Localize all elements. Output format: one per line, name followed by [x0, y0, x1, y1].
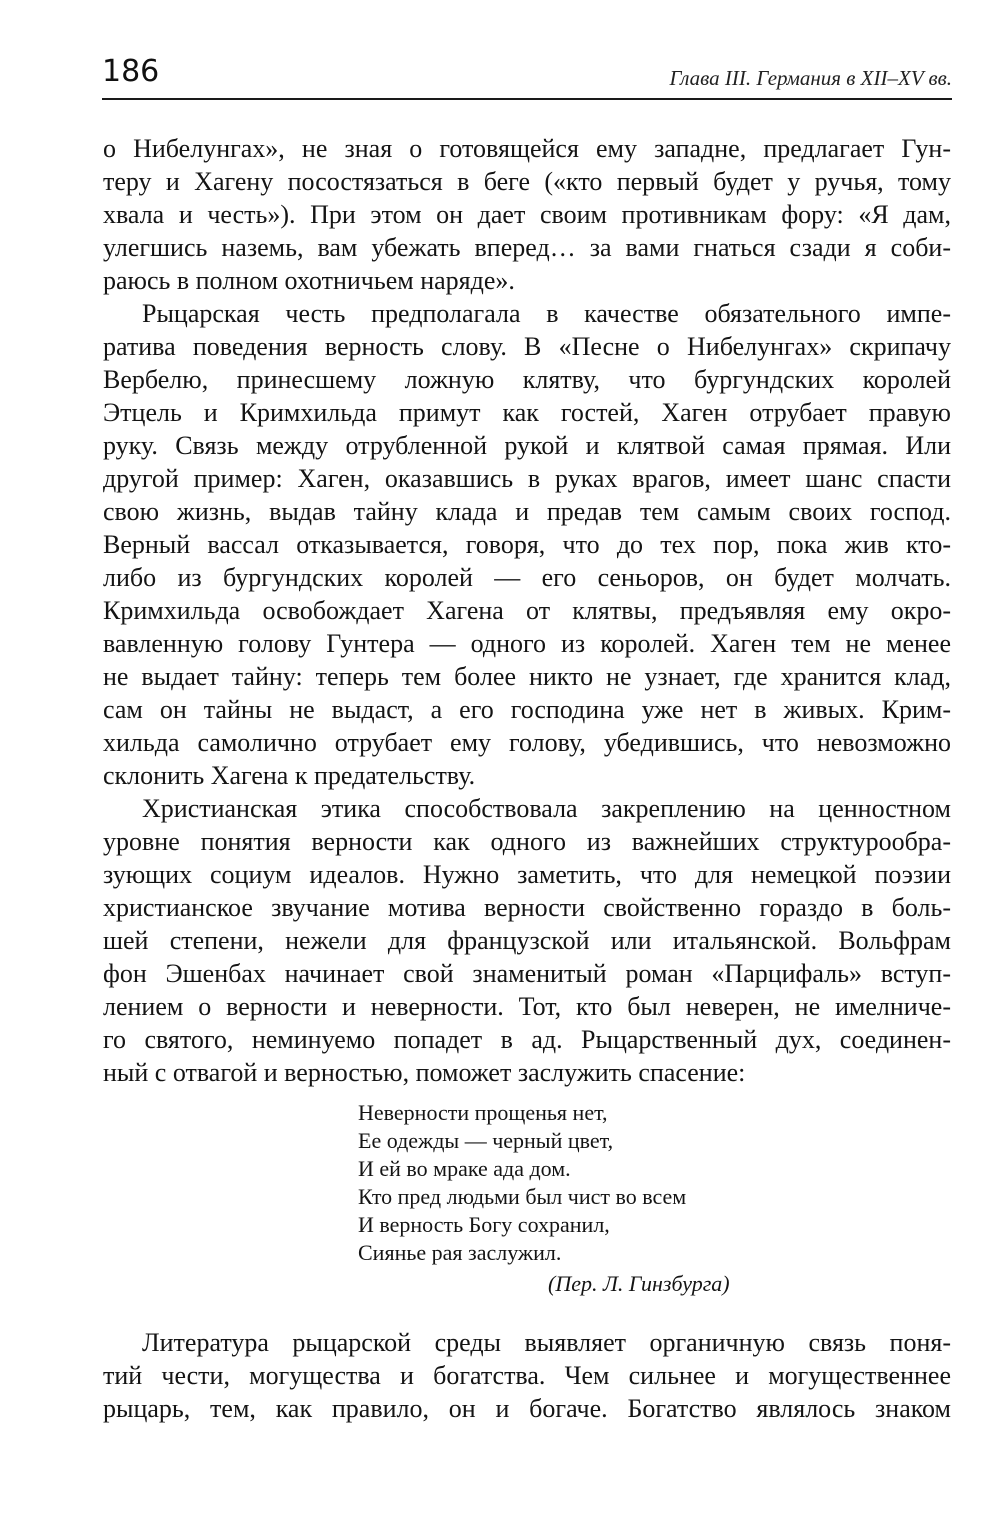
translator-credit: (Пер. Л. Гинзбурга) [548, 1271, 730, 1296]
text-line: раюсь в полном охотничьем наряде». [103, 266, 515, 295]
text-line: о Нибелунгах», не зная о готовящейся ему западне, предлагает Гун- [103, 134, 951, 163]
text-line: зующих социум идеалов. Нужно заметить, что для немецкой поэзии [103, 860, 951, 889]
text-line: Литература рыцарской среды выявляет органичную связь поня- [142, 1328, 951, 1357]
verse-line: Неверности прощенья нет, [358, 1100, 608, 1125]
text-line: Христианская этика способствовала закреплению на ценностном [142, 794, 951, 823]
text-line: склонить Хагена к предательству. [103, 761, 476, 790]
page-header [102, 52, 952, 100]
verse-line: И верность Богу сохранил, [358, 1212, 610, 1237]
verse-line: И ей во мраке ада дом. [358, 1156, 571, 1181]
text-line: Верный вассал отказывается, говоря, что до тех пор, пока жив кто- [103, 530, 951, 559]
text-line: сам он тайны не выдаст, а его господина уже нет в живых. Крим- [103, 695, 951, 724]
verse-line: Сиянье рая заслужил. [358, 1240, 562, 1265]
text-line: фон Эшенбах начинает свой знаменитый роман «Парцифаль» вступ- [103, 959, 951, 988]
text-line: другой пример: Хаген, оказавшись в руках врагов, имеет шанс спасти [103, 464, 951, 493]
text-line: Вербелю, принесшему ложную клятву, что бургундских королей [103, 365, 951, 394]
text-line: ный с отвагой и верностью, поможет заслужить спасение: [103, 1058, 746, 1087]
text-line: хильда самолично отрубает ему голову, убедившись, что невозможно [103, 728, 951, 757]
text-line: лением о верности и неверности. Тот, кто был неверен, не имелниче- [103, 992, 951, 1021]
text-line: христианское звучание мотива верности свойственно гораздо в боль- [103, 893, 951, 922]
verse-line: Ее одежды — черный цвет, [358, 1128, 614, 1153]
verse-line: Кто пред людьми был чист во всем [358, 1184, 687, 1209]
text-line: улегшись наземь, вам убежать вперед… за вами гнаться сзади я соби- [103, 233, 951, 262]
text-line: уровне понятия верности как одного из важнейших структурообра- [103, 827, 951, 856]
text-line: либо из бургундских королей — его сеньоров, он будет молчать. [103, 563, 951, 592]
text-line: го святого, неминуемо попадет в ад. Рыцарственный дух, соединен- [103, 1025, 951, 1054]
text-line: руку. Связь между отрубленной рукой и клятвой самая прямая. Или [103, 431, 951, 460]
text-line: шей степени, нежели для французской или итальянской. Вольфрам [103, 926, 951, 955]
running-head: Глава III. Германия в XII–XV вв. [669, 66, 952, 90]
text-line: свою жизнь, выдав тайну клада и предав тем самым своих господ. [103, 497, 951, 526]
text-line: Кримхильда освобождает Хагена от клятвы, предъявляя ему окро- [103, 596, 951, 625]
page-number: 186 [102, 54, 160, 89]
text-line: вавленную голову Гунтера — одного из королей. Хаген тем не менее [103, 629, 951, 658]
text-line: хвала и честь»). При этом он дает своим противникам фору: «Я дам, [103, 200, 951, 229]
text-line: не выдает тайну: теперь тем более никто не узнает, где хранится клад, [103, 662, 951, 691]
text-line: теру и Хагену посостязаться в беге («кто первый будет у ручья, тому [103, 167, 951, 196]
text-line: рыцарь, тем, как правило, он и богаче. Богатство являлось знаком [103, 1394, 951, 1423]
text-line: Этцель и Кримхильда примут как гостей, Хаген отрубает правую [103, 398, 951, 427]
text-line: тий чести, могущества и богатства. Чем сильнее и могущественнее [103, 1361, 951, 1390]
text-line: ратива поведения верность слову. В «Песне о Нибелунгах» скрипачу [103, 332, 951, 361]
text-line: Рыцарская честь предполагала в качестве обязательного импе- [142, 299, 951, 328]
